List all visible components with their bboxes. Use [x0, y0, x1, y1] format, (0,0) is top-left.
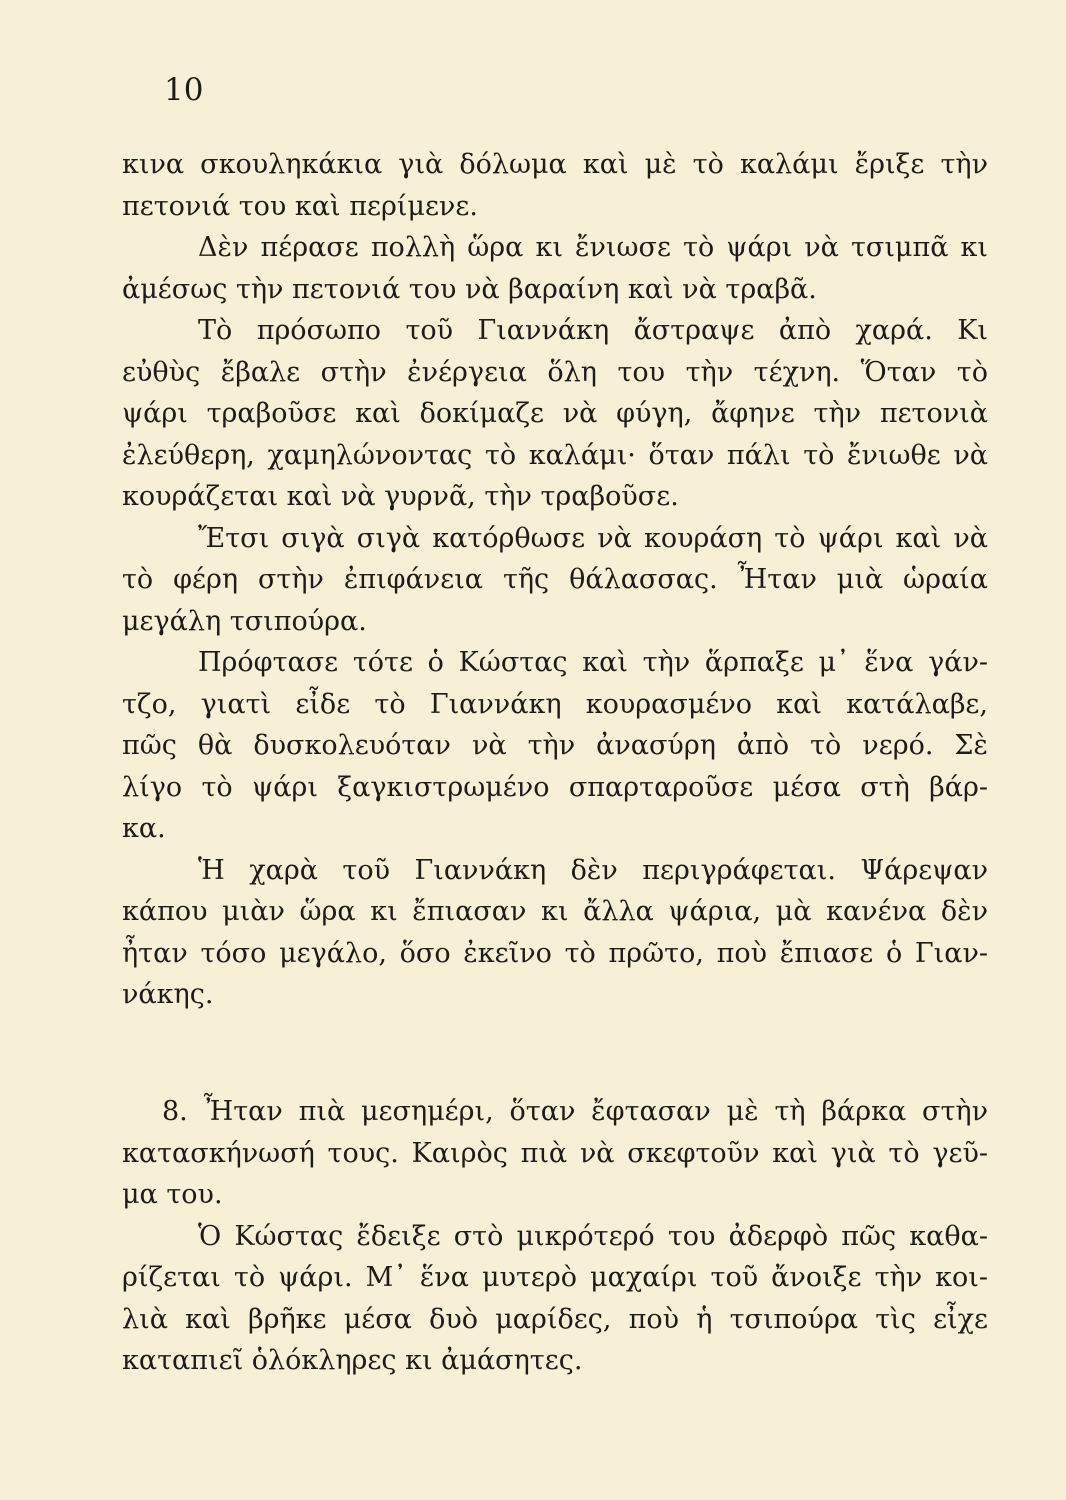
section-fishing-text — [122, 144, 988, 1016]
text-line: κα. — [122, 813, 166, 844]
text-line: πῶς θὰ δυσκολευόταν νὰ τὴν ἀνασύρη ἀπὸ τὸ νερό. Σὲ — [122, 730, 988, 761]
text-line: ἐλεύθερη, χαμηλώνοντας τὸ καλάμι· ὅταν πάλι τὸ ἔνιωθε νὰ — [122, 439, 988, 471]
text-line: νάκης. — [122, 979, 214, 1010]
page-number: 10 — [164, 72, 204, 108]
text-line: Ἡ χαρὰ τοῦ Γιαννάκη δὲν περιγράφεται. Ψάρεψαν — [198, 854, 988, 886]
text-line: τὸ φέρη στὴν ἐπιφάνεια τῆς θάλασσας. Ἦταν μιὰ ὡραία — [122, 564, 988, 595]
section-8-text — [122, 1091, 988, 1382]
text-line: λίγο τὸ ψάρι ξαγκιστρωμένο σπαρταροῦσε μέσα στὴ βάρ- — [122, 771, 988, 803]
text-line: ψάρι τραβοῦσε καὶ δοκίμαζε νὰ φύγη, ἄφηνε τὴν πετονιὰ — [122, 398, 988, 429]
text-line: μα του. — [122, 1179, 223, 1210]
text-line: ρίζεται τὸ ψάρι. Μ᾽ ἕνα μυτερὸ μαχαίρι τοῦ ἄνοιξε τὴν κοι- — [122, 1262, 988, 1293]
text-line: πετονιά του καὶ περίμενε. — [122, 190, 478, 222]
text-line: Πρόφτασε τότε ὁ Κώστας καὶ τὴν ἅρπαξε μ᾽ ἕνα γάν- — [198, 647, 988, 678]
text-line: κουράζεται καὶ νὰ γυρνᾶ, τὴν τραβοῦσε. — [122, 481, 679, 512]
text-line: μεγάλη τσιπούρα. — [122, 605, 367, 637]
text-line: Ἔτσι σιγὰ σιγὰ κατόρθωσε νὰ κουράση τὸ ψάρι καὶ νὰ — [198, 522, 988, 554]
text-line: καταπιεῖ ὁλόκληρες κι ἀμάσητες. — [122, 1345, 583, 1376]
text-line: κάπου μιὰν ὥρα κι ἔπιασαν κι ἄλλα ψάρια, μὰ κανένα δὲν — [122, 896, 988, 927]
text-line: Τὸ πρόσωπο τοῦ Γιαννάκη ἄστραψε ἀπὸ χαρά. Κι — [198, 315, 988, 346]
text-line: λιὰ καὶ βρῆκε μέσα δυὸ μαρίδες, ποὺ ἡ τσιπούρα τὶς εἶχε — [122, 1303, 988, 1335]
text-line: ἀμέσως τὴν πετονιά του νὰ βαραίνη καὶ νὰ τραβᾶ. — [122, 273, 817, 305]
text-line: εὐθὺς ἔβαλε στὴν ἐνέργεια ὅλη του τὴν τέχνη. Ὅταν τὸ — [122, 356, 988, 388]
text-line: ἦταν τόσο μεγάλο, ὅσο ἐκεῖνο τὸ πρῶτο, ποὺ ἔπιασε ὁ Γιαν- — [122, 937, 988, 969]
text-line: Δὲν πέρασε πολλὴ ὥρα κι ἔνιωσε τὸ ψάρι νὰ τσιμπᾶ κι — [198, 232, 988, 263]
text-line: κινα σκουληκάκια γιὰ δόλωμα καὶ μὲ τὸ καλάμι ἔριξε τὴν — [122, 149, 988, 180]
text-line: τζο, γιατὶ εἶδε τὸ Γιαννάκη κουρασμένο καὶ κατάλαβε, — [122, 688, 988, 720]
text-line: 8. Ἦταν πιὰ μεσημέρι, ὅταν ἔφτασαν μὲ τὴ βάρκα στὴν — [162, 1096, 988, 1127]
text-line: Ὁ Κώστας ἔδειξε στὸ μικρότερό του ἀδερφὸ πῶς καθα- — [198, 1220, 988, 1252]
text-line: κατασκήνωσή τους. Καιρὸς πιὰ νὰ σκεφτοῦν καὶ γιὰ τὸ γεῦ- — [122, 1137, 988, 1169]
